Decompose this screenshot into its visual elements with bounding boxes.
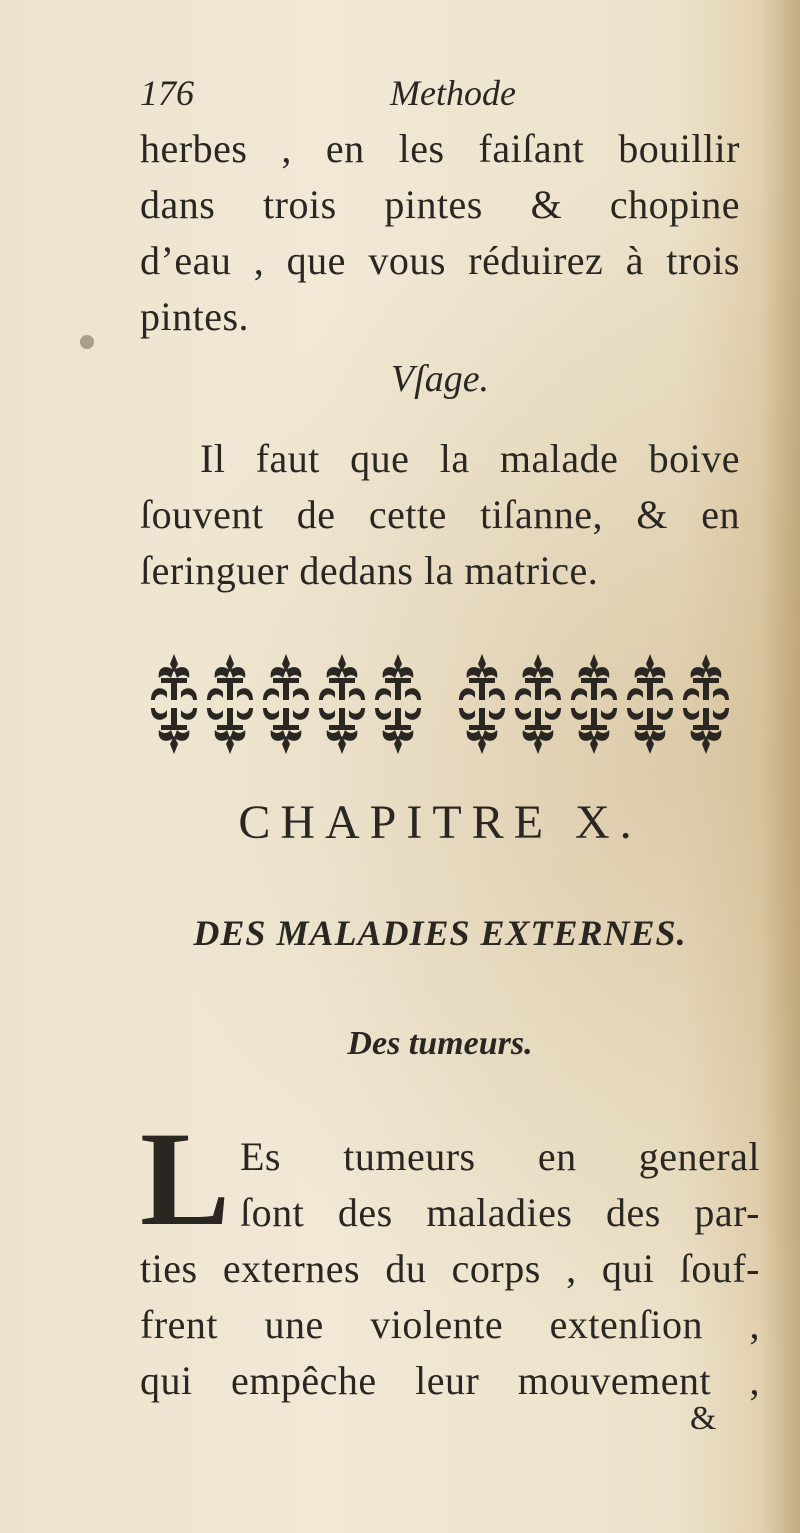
text-line: frent une violente extenſion ,	[140, 1302, 760, 1347]
section-heading: DES MALADIES EXTERNES.	[193, 913, 687, 953]
page-header	[140, 72, 740, 122]
text-line: ties externes du corps , qui ſouf-	[140, 1246, 760, 1291]
text-line: qui empêche leur mouvement ,	[140, 1358, 760, 1403]
fleuron-row-bottom	[151, 708, 729, 754]
text-line: ſont des maladies des par-	[240, 1190, 760, 1235]
text-line: herbes , en les faiſant bouillir	[140, 126, 740, 171]
ink-spot	[80, 335, 94, 349]
text-line: dans trois pintes & chopine	[140, 182, 740, 227]
text-line: ſeringuer dedans la matrice.	[140, 548, 599, 593]
fleuron-row-top	[151, 654, 729, 700]
subsection-heading: Des tumeurs.	[347, 1025, 533, 1062]
drop-cap: L	[140, 1105, 231, 1254]
text-line: Il faut que la malade boive	[200, 436, 740, 481]
fleuron-ornament	[145, 650, 735, 760]
text-line: ſouvent de cette tiſanne, & en	[140, 492, 740, 537]
text-line: d’eau , que vous réduirez à trois	[140, 238, 740, 283]
catchword: &	[690, 1400, 717, 1437]
page-number: 176	[140, 73, 194, 113]
usage-heading: Vſage.	[390, 358, 490, 400]
page-gutter-shadow	[760, 0, 800, 1533]
text-line: Es tumeurs en general	[240, 1134, 760, 1179]
running-title: Methode	[390, 73, 516, 113]
chapter-heading: CHAPITRE X.	[238, 796, 642, 849]
text-line: pintes.	[140, 294, 250, 339]
